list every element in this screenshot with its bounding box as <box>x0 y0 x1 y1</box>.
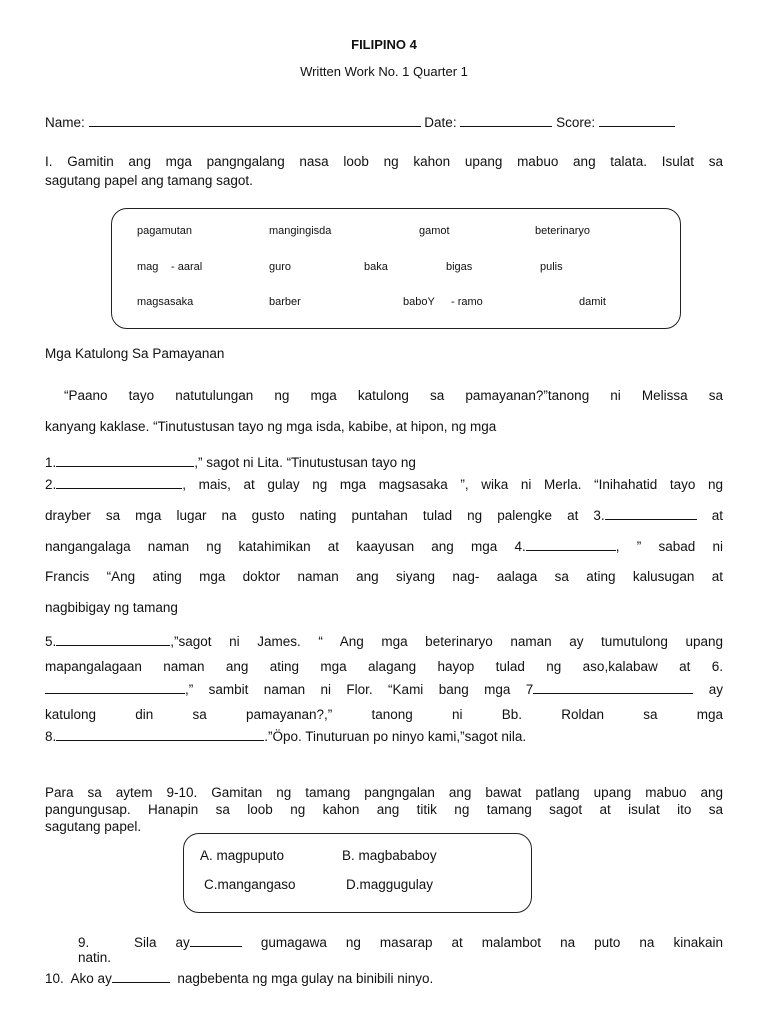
blank-number: 1. <box>45 455 57 470</box>
choice-a: A. magpuputo <box>200 848 285 863</box>
blank-number: 5. <box>45 634 57 649</box>
word-item: mangingisda <box>269 225 332 237</box>
story-text: ay <box>708 682 723 697</box>
blank-number: 8. <box>45 729 57 744</box>
answer-blank-9 <box>190 935 242 947</box>
answer-blank-3 <box>605 508 697 520</box>
story-text: , mais, at gulay ng mga magsasaka ”, wika ni Merla. “Inihahatid tayo ng <box>182 477 723 492</box>
word-box <box>111 208 681 329</box>
answer-blank-6 <box>45 682 185 694</box>
instruction-2-line-3: sagutang papel. <box>45 819 142 834</box>
answer-blank-5 <box>56 634 170 646</box>
page-title: FILIPINO 4 <box>351 37 417 52</box>
story-line <box>45 682 723 697</box>
date-label: Date: <box>424 115 457 130</box>
story-line: Francis “Ang ating mga doktor naman ang siyang nag- aalaga sa ating kalusugan at <box>45 569 723 584</box>
answer-blank-1 <box>56 455 194 467</box>
story-line: “Paano tayo natutulungan ng mga katulong sa pamayanan?”tanong ni Melissa sa <box>64 388 723 403</box>
date-blank <box>460 115 552 127</box>
item-text: Sila ay <box>134 935 190 950</box>
answer-blank-10 <box>112 971 170 983</box>
story-text: drayber sa mga lugar na gusto nating puntahan tulad ng palengke at 3. <box>45 508 605 523</box>
story-line: katulong din sa pamayanan?,” tanong ni Bb. Roldan sa mga <box>45 707 723 722</box>
answer-blank-4 <box>526 539 616 551</box>
word-item: - ramo <box>451 296 483 308</box>
answer-blank-2 <box>56 477 182 489</box>
item-9-number: 9. <box>78 935 90 950</box>
story-text: ,” sagot ni Lita. “Tinutustusan tayo ng <box>194 455 416 470</box>
word-item: pagamutan <box>137 225 193 237</box>
item-text: Ako ay <box>70 971 112 986</box>
word-item: - aaral <box>171 261 203 273</box>
choices-box <box>183 833 532 913</box>
story-text: nangangalaga naman ng katahimikan at kaayusan ang mga 4. <box>45 539 526 554</box>
name-label: Name: <box>45 115 85 130</box>
story-line: kanyang kaklase. “Tinutustusan tayo ng mga isda, kabibe, at hipon, ng mga <box>45 419 497 434</box>
answer-blank-7 <box>533 682 693 694</box>
answer-blank-8 <box>56 729 264 741</box>
story-text: at <box>711 508 723 523</box>
word-item: beterinaryo <box>535 225 591 237</box>
story-line <box>45 634 723 649</box>
score-blank <box>599 115 675 127</box>
blank-number: 2. <box>45 477 57 492</box>
word-item: bigas <box>446 261 473 273</box>
instruction-1-line-2: sagutang papel ang tamang sagot. <box>45 173 253 188</box>
item-text: nagbebenta ng mga gulay na binibili ninyo. <box>177 971 434 986</box>
item-9-continuation: natin. <box>78 950 112 965</box>
story-text: ,”sagot ni James. “ Ang mga beterinaryo naman ay tumutulong upang <box>170 634 723 649</box>
word-item: baka <box>364 261 388 273</box>
word-item: guro <box>269 261 292 273</box>
story-line <box>45 729 526 744</box>
instruction-2-line-1: Para sa aytem 9-10. Gamitan ng tamang pangngalan ang bawat patlang upang mabuo ang <box>45 785 723 800</box>
instruction-1-line-1: I. Gamitin ang mga pangngalang nasa loob ng kahon upang mabuo ang talata. Isulat sa <box>45 154 723 169</box>
story-line: nagbibigay ng tamang <box>45 600 178 615</box>
story-line <box>45 477 723 492</box>
word-item: baboY <box>403 296 435 308</box>
choice-c: C.mangangaso <box>204 877 296 892</box>
word-item: barber <box>269 296 301 308</box>
item-10-number: 10. <box>45 971 64 986</box>
word-item: gamot <box>419 225 450 237</box>
story-text: ,” sambit naman ni Flor. “Kami bang mga 7 <box>185 682 534 697</box>
item-text: gumagawa ng masarap at malambot na puto na kinakain <box>260 935 723 950</box>
story-line <box>45 455 416 470</box>
story-line: mapangalagaan naman ang ating mga alagang hayop tulad ng aso,kalabaw at 6. <box>45 659 723 674</box>
story-text: , ” sabad ni <box>615 539 723 554</box>
name-blank <box>89 115 421 127</box>
story-line <box>45 539 723 554</box>
choice-b: B. magbababoy <box>342 848 437 863</box>
story-line <box>45 508 723 523</box>
item-10 <box>45 971 433 986</box>
story-heading: Mga Katulong Sa Pamayanan <box>45 346 225 361</box>
page-subtitle: Written Work No. 1 Quarter 1 <box>300 64 468 79</box>
item-9-text <box>134 935 723 950</box>
story-text: .”Öpo. Tinuturuan po ninyo kami,”sagot nila. <box>264 729 527 744</box>
info-line <box>45 115 675 130</box>
choice-d: D.maggugulay <box>346 877 434 892</box>
score-label: Score: <box>556 115 596 130</box>
word-item: damit <box>579 296 606 308</box>
word-item: mag <box>137 261 159 273</box>
word-item: pulis <box>540 261 563 273</box>
instruction-2-line-2: pangungusap. Hanapin sa loob ng kahon ang titik ng tamang sagot at isulat ito sa <box>45 802 723 817</box>
word-item: magsasaka <box>137 296 194 308</box>
